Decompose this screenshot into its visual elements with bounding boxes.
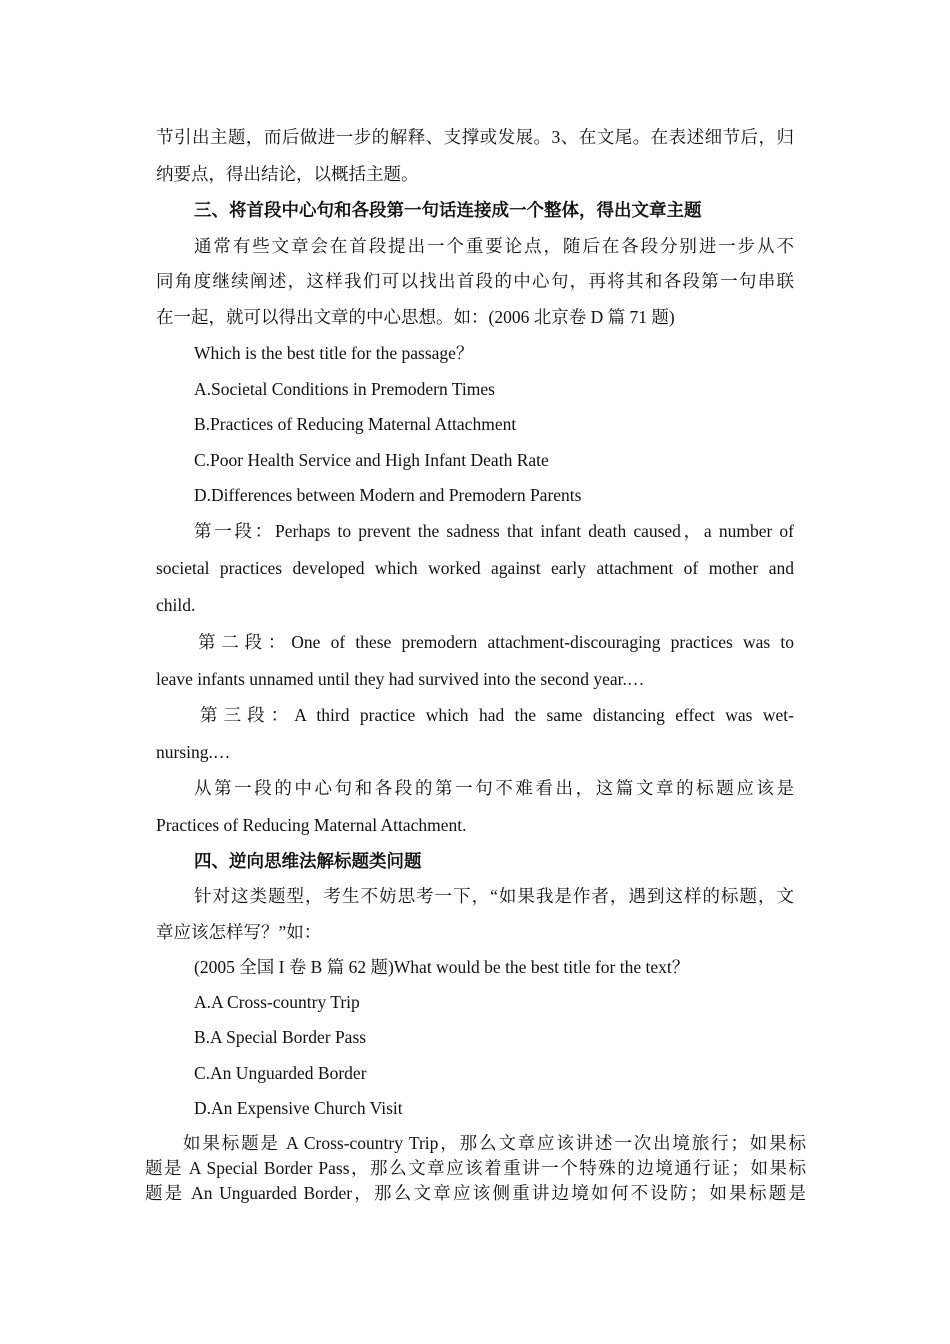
passage-para-2-line: leave infants unnamed until they had survived into the second year.…: [156, 669, 645, 689]
conclusion-line: Practices of Reducing Maternal Attachment.: [156, 815, 467, 835]
question-1-option-b: B.Practices of Reducing Maternal Attachment: [194, 414, 517, 434]
paragraph-line: 章应该怎样写？”如：: [156, 922, 322, 942]
paragraph-line: 在一起，就可以得出文章的中心思想。如：(2006 北京卷 D 篇 71 题): [156, 307, 675, 327]
paragraph-line: 针对这类题型，考生不妨思考一下，“如果我是作者，遇到这样的标题，文: [194, 886, 794, 906]
passage-para-3-line: 第三段：A third practice which had the same distancing effect was wet-: [200, 705, 794, 725]
passage-para-2-line: 第二段：One of these premodern attachment-discouraging practices was to: [198, 632, 794, 652]
question-2-option-d: D.An Expensive Church Visit: [194, 1098, 403, 1118]
passage-para-1-line: societal practices developed which worked against early attachment of mother and: [156, 558, 794, 578]
section-heading-3: 三、将首段中心句和各段第一句话连接成一个整体，得出文章主题: [194, 200, 702, 220]
question-1-option-d: D.Differences between Modern and Premodern Parents: [194, 485, 582, 505]
question-2-option-b: B.A Special Border Pass: [194, 1027, 367, 1047]
passage-para-3-line: nursing.…: [156, 742, 231, 762]
passage-para-1-line: child.: [156, 595, 196, 615]
paragraph-line: 通常有些文章会在首段提出一个重要论点，随后在各段分别进一步从不: [194, 236, 794, 256]
question-2: (2005 全国 I 卷 B 篇 62 题)What would be the best title for the text？: [194, 957, 690, 977]
paragraph-line: 节引出主题，而后做进一步的解释、支撑或发展。3、在文尾。在表述细节后，归: [156, 127, 794, 147]
question-1: Which is the best title for the passage？: [194, 343, 474, 363]
tail-paragraph-line: 题是 A Special Border Pass，那么文章应该着重讲一个特殊的边境通行证；如果标: [145, 1158, 806, 1178]
passage-para-1-line: 第一段：Perhaps to prevent the sadness that infant death caused，a number of: [194, 521, 794, 541]
paragraph-line: 纳要点，得出结论，以概括主题。: [156, 164, 419, 184]
section-heading-4: 四、逆向思维法解标题类问题: [194, 851, 422, 871]
tail-paragraph-line: 题是 An Unguarded Border，那么文章应该侧重讲边境如何不设防；如果标题是: [145, 1183, 806, 1203]
question-1-option-a: A.Societal Conditions in Premodern Times: [194, 379, 495, 399]
question-2-option-c: C.An Unguarded Border: [194, 1063, 367, 1083]
conclusion-line: 从第一段的中心句和各段的第一句不难看出，这篇文章的标题应该是: [194, 778, 794, 798]
question-1-option-c: C.Poor Health Service and High Infant Death Rate: [194, 450, 549, 470]
paragraph-line: 同角度继续阐述，这样我们可以找出首段的中心句，再将其和各段第一句串联: [156, 271, 794, 291]
question-2-option-a: A.A Cross-country Trip: [194, 992, 360, 1012]
tail-paragraph-line: 如果标题是 A Cross-country Trip，那么文章应该讲述一次出境旅行；如果标: [183, 1133, 806, 1153]
